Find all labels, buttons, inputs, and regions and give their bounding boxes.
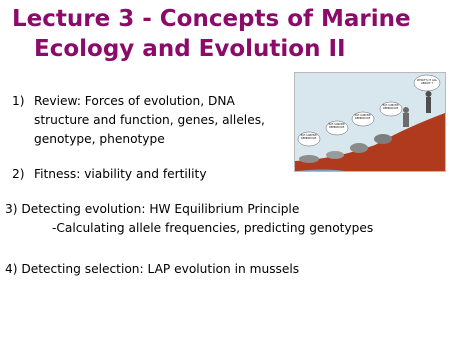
fish-creature-icon	[299, 155, 319, 163]
list-item: 3) Detecting evolution: HW Equilibrium Principle	[5, 202, 300, 216]
amphibian-creature-icon	[326, 151, 344, 159]
evolution-cartoon	[294, 72, 446, 172]
human-figure-icon	[426, 97, 431, 113]
list-item	[12, 92, 302, 152]
cartoon-drawing	[295, 73, 445, 171]
list-number: 1)	[12, 94, 25, 108]
bubble-text: WHAT'S IT ALL ABOUT ?	[416, 78, 438, 86]
list-number: 2)	[12, 167, 25, 181]
ape-creature-icon	[403, 113, 409, 127]
title-line-2: Ecology and Evolution II	[34, 36, 346, 62]
title-line-1: Lecture 3 - Concepts of Marine	[12, 6, 411, 32]
bubble-text: EAT. SURVIVE. REPRODUCE.	[328, 123, 346, 129]
bubble-text: EAT. SURVIVE. REPRODUCE.	[382, 104, 400, 110]
list-item	[12, 165, 302, 185]
reptile-creature-icon	[350, 143, 368, 153]
list-item: 4) Detecting selection: LAP evolution in mussels	[5, 262, 300, 276]
bubble-text: EAT. SURVIVE. REPRODUCE.	[300, 134, 318, 140]
list-text: Fitness: viability and fertility	[34, 167, 207, 181]
list-item: -Calculating allele frequencies, predicting genotypes	[52, 221, 374, 235]
mammal-creature-icon	[374, 134, 392, 144]
bubble-text: EAT. SURVIVE. REPRODUCE.	[354, 114, 372, 120]
list-text: Review: Forces of evolution, DNA structure and function, genes, alleles, genotype, phenotype	[34, 94, 265, 146]
slide-title	[12, 4, 450, 64]
